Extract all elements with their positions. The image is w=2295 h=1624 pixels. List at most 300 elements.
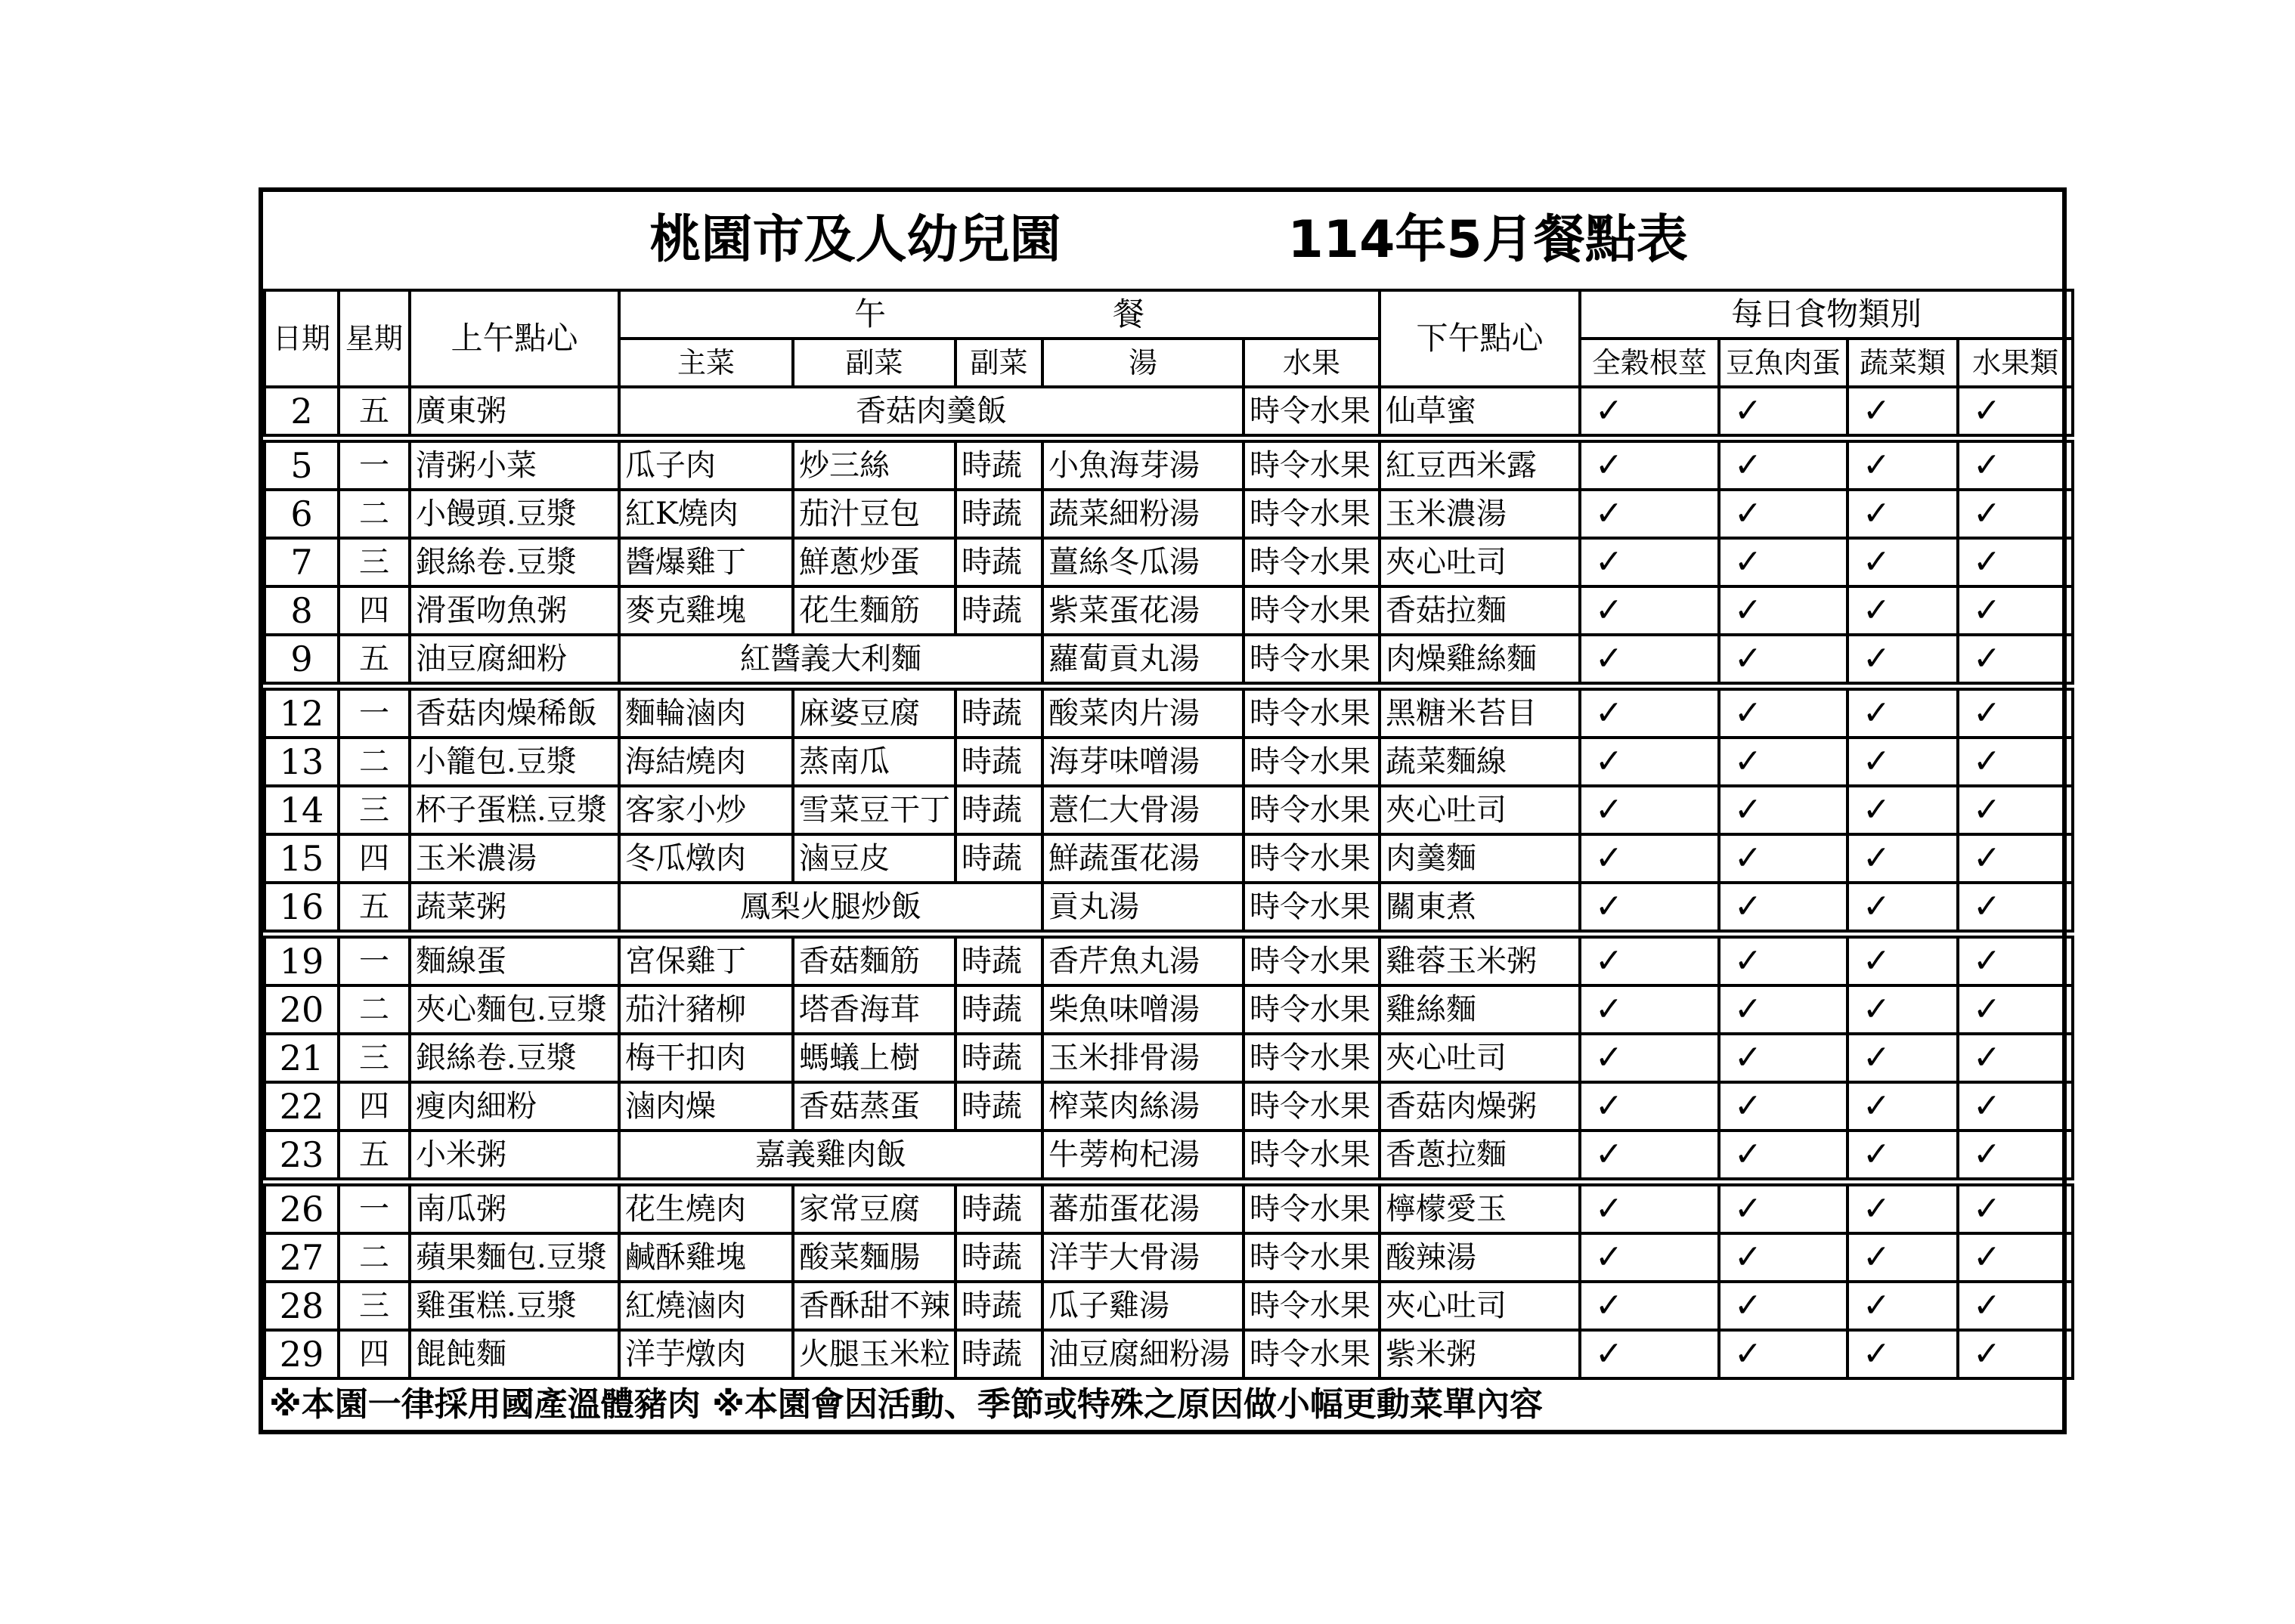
- side-vegetable-cell: 時蔬: [955, 538, 1042, 586]
- date-cell: 5: [265, 438, 339, 490]
- side-dish-cell: 花生麵筋: [793, 586, 955, 635]
- check-icon: ✓: [1863, 742, 1891, 781]
- soup-cell: 油豆腐細粉湯: [1042, 1330, 1244, 1378]
- category-protein-cell: [1719, 1082, 1847, 1131]
- category-fruits-cell: [1958, 1034, 2073, 1082]
- check-icon: ✓: [1734, 790, 1762, 829]
- table-row: [265, 1282, 2073, 1330]
- header-lunch-char-2: 餐: [1113, 295, 1145, 333]
- side-dish-cell: 鮮蔥炒蛋: [793, 538, 955, 586]
- header-category-grains: 全穀根莖: [1580, 339, 1719, 387]
- side-vegetable-cell: 時蔬: [955, 834, 1042, 883]
- side-vegetable-cell: 時蔬: [955, 1034, 1042, 1082]
- main-dish-cell: 冬瓜燉肉: [619, 834, 793, 883]
- check-icon: ✓: [1595, 543, 1623, 581]
- side-vegetable-cell: 時蔬: [955, 686, 1042, 738]
- main-dish-cell: 紅K燒肉: [619, 490, 793, 538]
- category-fruits-cell: [1958, 538, 2073, 586]
- am-snack-cell: 銀絲卷.豆漿: [410, 538, 619, 586]
- side-dish-cell: 螞蟻上樹: [793, 1034, 955, 1082]
- category-protein-cell: [1719, 934, 1847, 985]
- check-icon: ✓: [1734, 639, 1762, 678]
- weekday-cell: 三: [339, 786, 410, 834]
- header-lunch: [619, 290, 1380, 339]
- check-icon: ✓: [1595, 694, 1623, 732]
- school-name: 桃園市及人幼兒園: [649, 210, 1061, 270]
- check-icon: ✓: [1973, 446, 2001, 484]
- check-icon: ✓: [1863, 1087, 1891, 1125]
- header-main: 主菜: [619, 339, 793, 387]
- pm-snack-cell: 雞絲麵: [1380, 985, 1580, 1034]
- pm-snack-cell: 蔬菜麵線: [1380, 738, 1580, 786]
- am-snack-cell: 香菇肉燥稀飯: [410, 686, 619, 738]
- side-dish-cell: 炒三絲: [793, 438, 955, 490]
- menu-table: [263, 192, 2074, 1430]
- combined-lunch-cell: 嘉義雞肉飯: [619, 1131, 1042, 1182]
- check-icon: ✓: [1734, 942, 1762, 980]
- fruit-cell: 時令水果: [1244, 438, 1380, 490]
- check-icon: ✓: [1863, 446, 1891, 484]
- category-vegetables-cell: [1847, 1034, 1958, 1082]
- am-snack-cell: 餛飩麵: [410, 1330, 619, 1378]
- category-grains-cell: [1580, 934, 1719, 985]
- main-dish-cell: 鹹酥雞塊: [619, 1233, 793, 1282]
- category-grains-cell: [1580, 834, 1719, 883]
- category-vegetables-cell: [1847, 635, 1958, 686]
- am-snack-cell: 麵線蛋: [410, 934, 619, 985]
- am-snack-cell: 南瓜粥: [410, 1182, 619, 1233]
- category-vegetables-cell: [1847, 738, 1958, 786]
- main-dish-cell: 花生燒肉: [619, 1182, 793, 1233]
- category-protein-cell: [1719, 985, 1847, 1034]
- check-icon: ✓: [1863, 543, 1891, 581]
- category-vegetables-cell: [1847, 490, 1958, 538]
- category-grains-cell: [1580, 438, 1719, 490]
- weekday-cell: 二: [339, 738, 410, 786]
- check-icon: ✓: [1863, 1189, 1891, 1228]
- check-icon: ✓: [1734, 887, 1762, 926]
- pm-snack-cell: 香蔥拉麵: [1380, 1131, 1580, 1182]
- pm-snack-cell: 肉羹麵: [1380, 834, 1580, 883]
- date-cell: 12: [265, 686, 339, 738]
- side-vegetable-cell: 時蔬: [955, 1282, 1042, 1330]
- check-icon: ✓: [1973, 694, 2001, 732]
- fruit-cell: 時令水果: [1244, 490, 1380, 538]
- table-row: [265, 686, 2073, 738]
- check-icon: ✓: [1595, 839, 1623, 877]
- check-icon: ✓: [1595, 887, 1623, 926]
- table-row: [265, 985, 2073, 1034]
- check-icon: ✓: [1973, 591, 2001, 629]
- check-icon: ✓: [1863, 494, 1891, 533]
- category-grains-cell: [1580, 1182, 1719, 1233]
- category-grains-cell: [1580, 883, 1719, 934]
- combined-lunch-cell: 紅醬義大利麵: [619, 635, 1042, 686]
- soup-cell: 榨菜肉絲湯: [1042, 1082, 1244, 1131]
- date-cell: 13: [265, 738, 339, 786]
- category-fruits-cell: [1958, 1233, 2073, 1282]
- pm-snack-cell: 香菇拉麵: [1380, 586, 1580, 635]
- category-fruits-cell: [1958, 1082, 2073, 1131]
- category-grains-cell: [1580, 1330, 1719, 1378]
- category-fruits-cell: [1958, 985, 2073, 1034]
- am-snack-cell: 小米粥: [410, 1131, 619, 1182]
- am-snack-cell: 小籠包.豆漿: [410, 738, 619, 786]
- check-icon: ✓: [1595, 391, 1623, 430]
- category-fruits-cell: [1958, 686, 2073, 738]
- weekday-cell: 一: [339, 686, 410, 738]
- check-icon: ✓: [1863, 887, 1891, 926]
- am-snack-cell: 雞蛋糕.豆漿: [410, 1282, 619, 1330]
- am-snack-cell: 小饅頭.豆漿: [410, 490, 619, 538]
- date-cell: 29: [265, 1330, 339, 1378]
- side-vegetable-cell: 時蔬: [955, 738, 1042, 786]
- side-dish-cell: 塔香海茸: [793, 985, 955, 1034]
- category-protein-cell: [1719, 538, 1847, 586]
- check-icon: ✓: [1595, 790, 1623, 829]
- header-pm-snack: 下午點心: [1380, 290, 1580, 387]
- category-grains-cell: [1580, 635, 1719, 686]
- weekday-cell: 五: [339, 387, 410, 438]
- pm-snack-cell: 紅豆西米露: [1380, 438, 1580, 490]
- category-grains-cell: [1580, 1282, 1719, 1330]
- soup-cell: 蔬菜細粉湯: [1042, 490, 1244, 538]
- table-row: [265, 1330, 2073, 1378]
- side-dish-cell: 香酥甜不辣: [793, 1282, 955, 1330]
- fruit-cell: 時令水果: [1244, 387, 1380, 438]
- date-cell: 8: [265, 586, 339, 635]
- category-vegetables-cell: [1847, 538, 1958, 586]
- table-row: [265, 1233, 2073, 1282]
- date-cell: 26: [265, 1182, 339, 1233]
- pm-snack-cell: 關東煮: [1380, 883, 1580, 934]
- check-icon: ✓: [1863, 591, 1891, 629]
- pm-snack-cell: 黑糖米苔目: [1380, 686, 1580, 738]
- combined-lunch-cell: 鳳梨火腿炒飯: [619, 883, 1042, 934]
- pm-snack-cell: 檸檬愛玉: [1380, 1182, 1580, 1233]
- soup-cell: 玉米排骨湯: [1042, 1034, 1244, 1082]
- table-row: [265, 1034, 2073, 1082]
- combined-lunch-cell: 香菇肉羹飯: [619, 387, 1244, 438]
- am-snack-cell: 瘦肉細粉: [410, 1082, 619, 1131]
- check-icon: ✓: [1973, 1038, 2001, 1077]
- check-icon: ✓: [1595, 494, 1623, 533]
- fruit-cell: 時令水果: [1244, 1233, 1380, 1282]
- pm-snack-cell: 仙草蜜: [1380, 387, 1580, 438]
- check-icon: ✓: [1734, 1286, 1762, 1325]
- category-fruits-cell: [1958, 1182, 2073, 1233]
- check-icon: ✓: [1973, 942, 2001, 980]
- weekday-cell: 三: [339, 1034, 410, 1082]
- category-protein-cell: [1719, 786, 1847, 834]
- side-dish-cell: 蒸南瓜: [793, 738, 955, 786]
- category-grains-cell: [1580, 586, 1719, 635]
- check-icon: ✓: [1595, 1135, 1623, 1174]
- category-protein-cell: [1719, 686, 1847, 738]
- check-icon: ✓: [1734, 839, 1762, 877]
- check-icon: ✓: [1734, 694, 1762, 732]
- category-protein-cell: [1719, 1282, 1847, 1330]
- check-icon: ✓: [1595, 942, 1623, 980]
- category-fruits-cell: [1958, 738, 2073, 786]
- check-icon: ✓: [1595, 446, 1623, 484]
- check-icon: ✓: [1734, 543, 1762, 581]
- table-row: [265, 834, 2073, 883]
- table-row: [265, 586, 2073, 635]
- category-protein-cell: [1719, 1233, 1847, 1282]
- fruit-cell: 時令水果: [1244, 1330, 1380, 1378]
- category-grains-cell: [1580, 538, 1719, 586]
- fruit-cell: 時令水果: [1244, 985, 1380, 1034]
- check-icon: ✓: [1734, 1335, 1762, 1373]
- table-row: [265, 883, 2073, 934]
- header-date: 日期: [265, 290, 339, 387]
- side-vegetable-cell: 時蔬: [955, 786, 1042, 834]
- date-cell: 2: [265, 387, 339, 438]
- weekday-cell: 一: [339, 1182, 410, 1233]
- check-icon: ✓: [1734, 1087, 1762, 1125]
- menu-sheet: [259, 187, 2067, 1434]
- check-icon: ✓: [1973, 543, 2001, 581]
- am-snack-cell: 油豆腐細粉: [410, 635, 619, 686]
- header-food-group: 每日食物類別: [1580, 290, 2073, 339]
- check-icon: ✓: [1863, 1286, 1891, 1325]
- table-row: [265, 934, 2073, 985]
- check-icon: ✓: [1973, 990, 2001, 1029]
- footer-row: [265, 1378, 2073, 1430]
- main-dish-cell: 麥克雞塊: [619, 586, 793, 635]
- pm-snack-cell: 雞蓉玉米粥: [1380, 934, 1580, 985]
- soup-cell: 薏仁大骨湯: [1042, 786, 1244, 834]
- category-vegetables-cell: [1847, 1233, 1958, 1282]
- am-snack-cell: 銀絲卷.豆漿: [410, 1034, 619, 1082]
- main-dish-cell: 梅干扣肉: [619, 1034, 793, 1082]
- am-snack-cell: 蘋果麵包.豆漿: [410, 1233, 619, 1282]
- check-icon: ✓: [1973, 1286, 2001, 1325]
- weekday-cell: 一: [339, 438, 410, 490]
- check-icon: ✓: [1595, 639, 1623, 678]
- category-protein-cell: [1719, 387, 1847, 438]
- date-cell: 15: [265, 834, 339, 883]
- date-cell: 6: [265, 490, 339, 538]
- category-vegetables-cell: [1847, 985, 1958, 1034]
- fruit-cell: 時令水果: [1244, 586, 1380, 635]
- fruit-cell: 時令水果: [1244, 1131, 1380, 1182]
- category-protein-cell: [1719, 1034, 1847, 1082]
- pm-snack-cell: 夾心吐司: [1380, 1034, 1580, 1082]
- side-dish-cell: 茄汁豆包: [793, 490, 955, 538]
- fruit-cell: 時令水果: [1244, 1182, 1380, 1233]
- am-snack-cell: 玉米濃湯: [410, 834, 619, 883]
- check-icon: ✓: [1734, 1135, 1762, 1174]
- check-icon: ✓: [1595, 1286, 1623, 1325]
- weekday-cell: 四: [339, 834, 410, 883]
- check-icon: ✓: [1863, 391, 1891, 430]
- main-dish-cell: 瓜子肉: [619, 438, 793, 490]
- table-row: [265, 1082, 2073, 1131]
- header-category-fruits: 水果類: [1958, 339, 2073, 387]
- side-dish-cell: 火腿玉米粒: [793, 1330, 955, 1378]
- check-icon: ✓: [1595, 990, 1623, 1029]
- category-grains-cell: [1580, 387, 1719, 438]
- category-grains-cell: [1580, 1233, 1719, 1282]
- title-row: [265, 192, 2073, 290]
- category-grains-cell: [1580, 1131, 1719, 1182]
- weekday-cell: 三: [339, 1282, 410, 1330]
- category-grains-cell: [1580, 786, 1719, 834]
- table-row: [265, 490, 2073, 538]
- category-vegetables-cell: [1847, 1182, 1958, 1233]
- date-cell: 21: [265, 1034, 339, 1082]
- pm-snack-cell: 夾心吐司: [1380, 1282, 1580, 1330]
- header-category-protein: 豆魚肉蛋: [1719, 339, 1847, 387]
- side-dish-cell: 香菇麵筋: [793, 934, 955, 985]
- main-dish-cell: 洋芋燉肉: [619, 1330, 793, 1378]
- category-vegetables-cell: [1847, 438, 1958, 490]
- main-dish-cell: 麵輪滷肉: [619, 686, 793, 738]
- header-side2: 副菜: [955, 339, 1042, 387]
- fruit-cell: 時令水果: [1244, 834, 1380, 883]
- soup-cell: 海芽味噌湯: [1042, 738, 1244, 786]
- check-icon: ✓: [1734, 591, 1762, 629]
- category-fruits-cell: [1958, 387, 2073, 438]
- fruit-cell: 時令水果: [1244, 934, 1380, 985]
- main-dish-cell: 醬爆雞丁: [619, 538, 793, 586]
- date-cell: 14: [265, 786, 339, 834]
- header-lunch-char-1: 午: [853, 295, 886, 333]
- check-icon: ✓: [1734, 494, 1762, 533]
- category-fruits-cell: [1958, 1330, 2073, 1378]
- weekday-cell: 四: [339, 586, 410, 635]
- check-icon: ✓: [1595, 742, 1623, 781]
- soup-cell: 紫菜蛋花湯: [1042, 586, 1244, 635]
- category-fruits-cell: [1958, 883, 2073, 934]
- category-grains-cell: [1580, 985, 1719, 1034]
- check-icon: ✓: [1595, 1038, 1623, 1077]
- check-icon: ✓: [1863, 639, 1891, 678]
- side-dish-cell: 滷豆皮: [793, 834, 955, 883]
- check-icon: ✓: [1863, 942, 1891, 980]
- main-dish-cell: 紅燒滷肉: [619, 1282, 793, 1330]
- category-protein-cell: [1719, 883, 1847, 934]
- table-row: [265, 786, 2073, 834]
- category-protein-cell: [1719, 635, 1847, 686]
- header-row-1: [265, 290, 2073, 339]
- page-title: [265, 192, 2073, 290]
- check-icon: ✓: [1973, 1335, 2001, 1373]
- check-icon: ✓: [1595, 1335, 1623, 1373]
- check-icon: ✓: [1595, 591, 1623, 629]
- weekday-cell: 五: [339, 883, 410, 934]
- check-icon: ✓: [1863, 1238, 1891, 1276]
- main-dish-cell: 滷肉燥: [619, 1082, 793, 1131]
- category-protein-cell: [1719, 1330, 1847, 1378]
- main-dish-cell: 茄汁豬柳: [619, 985, 793, 1034]
- header-side1: 副菜: [793, 339, 955, 387]
- side-vegetable-cell: 時蔬: [955, 934, 1042, 985]
- check-icon: ✓: [1734, 1238, 1762, 1276]
- date-cell: 19: [265, 934, 339, 985]
- weekday-cell: 四: [339, 1330, 410, 1378]
- check-icon: ✓: [1973, 790, 2001, 829]
- check-icon: ✓: [1863, 1335, 1891, 1373]
- check-icon: ✓: [1863, 1038, 1891, 1077]
- side-dish-cell: 家常豆腐: [793, 1182, 955, 1233]
- check-icon: ✓: [1734, 742, 1762, 781]
- category-fruits-cell: [1958, 490, 2073, 538]
- fruit-cell: 時令水果: [1244, 1082, 1380, 1131]
- side-vegetable-cell: 時蔬: [955, 985, 1042, 1034]
- category-fruits-cell: [1958, 1282, 2073, 1330]
- check-icon: ✓: [1973, 1135, 2001, 1174]
- am-snack-cell: 夾心麵包.豆漿: [410, 985, 619, 1034]
- category-vegetables-cell: [1847, 586, 1958, 635]
- soup-cell: 鮮蔬蛋花湯: [1042, 834, 1244, 883]
- header-category-vegetables: 蔬菜類: [1847, 339, 1958, 387]
- main-dish-cell: 客家小炒: [619, 786, 793, 834]
- weekday-cell: 三: [339, 538, 410, 586]
- weekday-cell: 四: [339, 1082, 410, 1131]
- am-snack-cell: 廣東粥: [410, 387, 619, 438]
- check-icon: ✓: [1863, 1135, 1891, 1174]
- table-row: [265, 1182, 2073, 1233]
- table-row: [265, 738, 2073, 786]
- fruit-cell: 時令水果: [1244, 635, 1380, 686]
- soup-cell: 薑絲冬瓜湯: [1042, 538, 1244, 586]
- side-vegetable-cell: 時蔬: [955, 1233, 1042, 1282]
- table-row: [265, 635, 2073, 686]
- category-vegetables-cell: [1847, 834, 1958, 883]
- category-vegetables-cell: [1847, 934, 1958, 985]
- weekday-cell: 一: [339, 934, 410, 985]
- check-icon: ✓: [1863, 790, 1891, 829]
- side-dish-cell: 香菇蒸蛋: [793, 1082, 955, 1131]
- date-cell: 20: [265, 985, 339, 1034]
- pm-snack-cell: 夾心吐司: [1380, 786, 1580, 834]
- check-icon: ✓: [1973, 391, 2001, 430]
- header-weekday: 星期: [339, 290, 410, 387]
- fruit-cell: 時令水果: [1244, 883, 1380, 934]
- check-icon: ✓: [1734, 446, 1762, 484]
- soup-cell: 小魚海芽湯: [1042, 438, 1244, 490]
- check-icon: ✓: [1595, 1238, 1623, 1276]
- date-cell: 22: [265, 1082, 339, 1131]
- am-snack-cell: 蔬菜粥: [410, 883, 619, 934]
- category-protein-cell: [1719, 834, 1847, 883]
- category-vegetables-cell: [1847, 1330, 1958, 1378]
- pm-snack-cell: 夾心吐司: [1380, 538, 1580, 586]
- check-icon: ✓: [1973, 639, 2001, 678]
- category-grains-cell: [1580, 686, 1719, 738]
- check-icon: ✓: [1595, 1087, 1623, 1125]
- category-fruits-cell: [1958, 635, 2073, 686]
- check-icon: ✓: [1863, 694, 1891, 732]
- category-fruits-cell: [1958, 934, 2073, 985]
- soup-cell: 柴魚味噌湯: [1042, 985, 1244, 1034]
- fruit-cell: 時令水果: [1244, 686, 1380, 738]
- category-protein-cell: [1719, 438, 1847, 490]
- weekday-cell: 二: [339, 490, 410, 538]
- category-protein-cell: [1719, 490, 1847, 538]
- fruit-cell: 時令水果: [1244, 786, 1380, 834]
- category-protein-cell: [1719, 586, 1847, 635]
- side-vegetable-cell: 時蔬: [955, 1082, 1042, 1131]
- main-dish-cell: 宮保雞丁: [619, 934, 793, 985]
- category-grains-cell: [1580, 738, 1719, 786]
- menu-period: 114年5月餐點表: [1287, 210, 1688, 270]
- category-grains-cell: [1580, 1034, 1719, 1082]
- category-fruits-cell: [1958, 834, 2073, 883]
